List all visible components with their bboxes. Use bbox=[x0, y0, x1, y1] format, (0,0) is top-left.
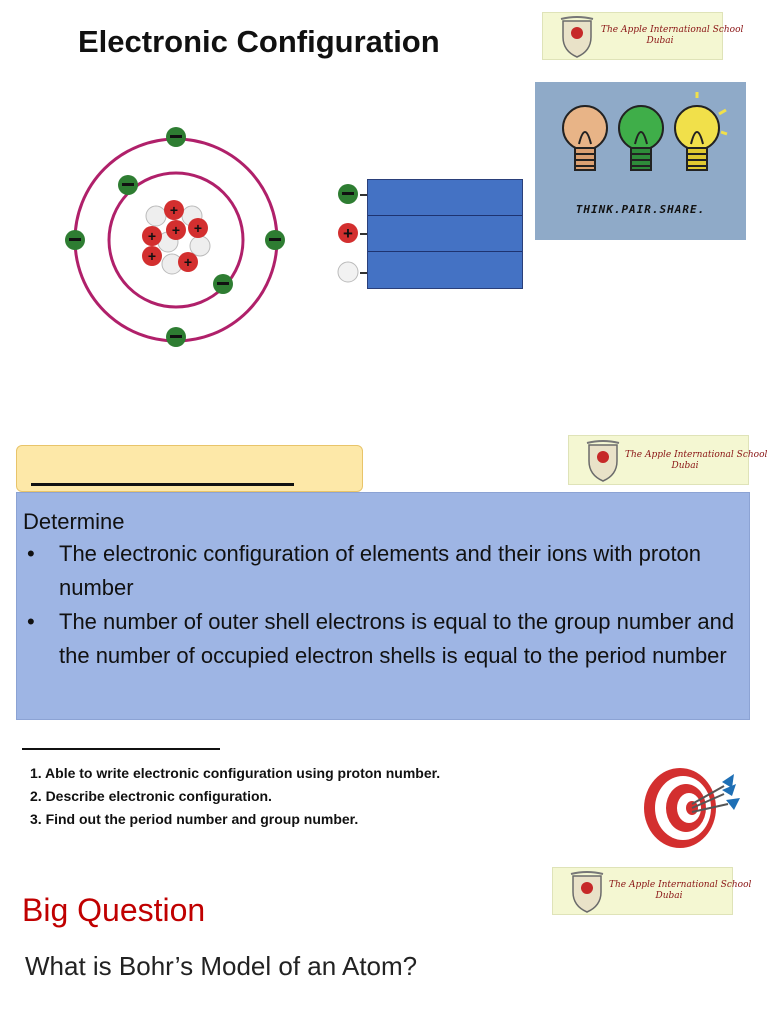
big-question-text: What is Bohr’s Model of an Atom? bbox=[25, 951, 418, 981]
school-logo bbox=[568, 435, 768, 485]
list-item: 3. Find out the period number and group number. bbox=[30, 811, 359, 827]
objectives-intro: Determine bbox=[23, 509, 125, 534]
success-criteria-heading-line bbox=[22, 748, 220, 750]
nucleus bbox=[142, 200, 210, 274]
target-icon bbox=[640, 764, 740, 852]
objectives-list bbox=[23, 537, 737, 673]
school-logo bbox=[542, 12, 744, 60]
bullet: • bbox=[27, 609, 35, 634]
electron-icon bbox=[336, 182, 360, 206]
school-city: Dubai bbox=[671, 461, 699, 471]
school-city: Dubai bbox=[646, 36, 674, 46]
objective-text: The electronic configuration of elements and their ions with proton number bbox=[59, 541, 702, 600]
list-item bbox=[23, 605, 737, 673]
school-crest-icon bbox=[569, 870, 605, 914]
svg-text:+: + bbox=[147, 248, 157, 264]
school-crest-icon bbox=[559, 15, 595, 59]
school-name: The Apple International School bbox=[609, 880, 752, 890]
objective-text: The number of outer shell electrons is equal to the group number and the number of occupied electron shells is equal to the period number bbox=[59, 609, 735, 668]
school-logo bbox=[552, 867, 752, 915]
neutron-icon bbox=[336, 260, 360, 284]
legend-row-proton bbox=[368, 216, 522, 252]
success-criteria-list bbox=[30, 762, 440, 831]
think-pair-share-image bbox=[535, 82, 746, 240]
svg-text:+: + bbox=[147, 228, 157, 244]
school-crest-icon bbox=[585, 439, 621, 483]
list-item: 2. Describe electronic configuration. bbox=[30, 788, 272, 804]
svg-text:+: + bbox=[169, 202, 179, 218]
svg-text:+: + bbox=[343, 224, 353, 243]
objectives-heading-tab bbox=[16, 445, 363, 492]
school-name: The Apple International School bbox=[625, 450, 768, 460]
think-pair-share-label: THINK.PAIR.SHARE. bbox=[575, 203, 706, 216]
lightbulbs-icon bbox=[555, 92, 727, 187]
svg-text:+: + bbox=[171, 222, 181, 238]
big-question-heading: Big Question bbox=[22, 892, 206, 928]
list-item bbox=[23, 537, 737, 605]
svg-text:+: + bbox=[193, 220, 203, 236]
proton-icon bbox=[336, 221, 360, 245]
heading-underline bbox=[31, 483, 294, 486]
legend-row-neutron bbox=[368, 252, 522, 288]
legend-row-electron bbox=[368, 180, 522, 216]
objectives-panel bbox=[16, 492, 750, 720]
bohr-atom-diagram bbox=[60, 120, 296, 356]
bullet: • bbox=[27, 541, 35, 566]
school-city: Dubai bbox=[655, 891, 683, 901]
list-item: 1. Able to write electronic configuration using proton number. bbox=[30, 765, 441, 781]
page-title: Electronic Configuration bbox=[78, 24, 440, 59]
school-name: The Apple International School bbox=[601, 25, 744, 35]
legend-label-box bbox=[367, 179, 523, 289]
svg-text:+: + bbox=[183, 254, 193, 270]
